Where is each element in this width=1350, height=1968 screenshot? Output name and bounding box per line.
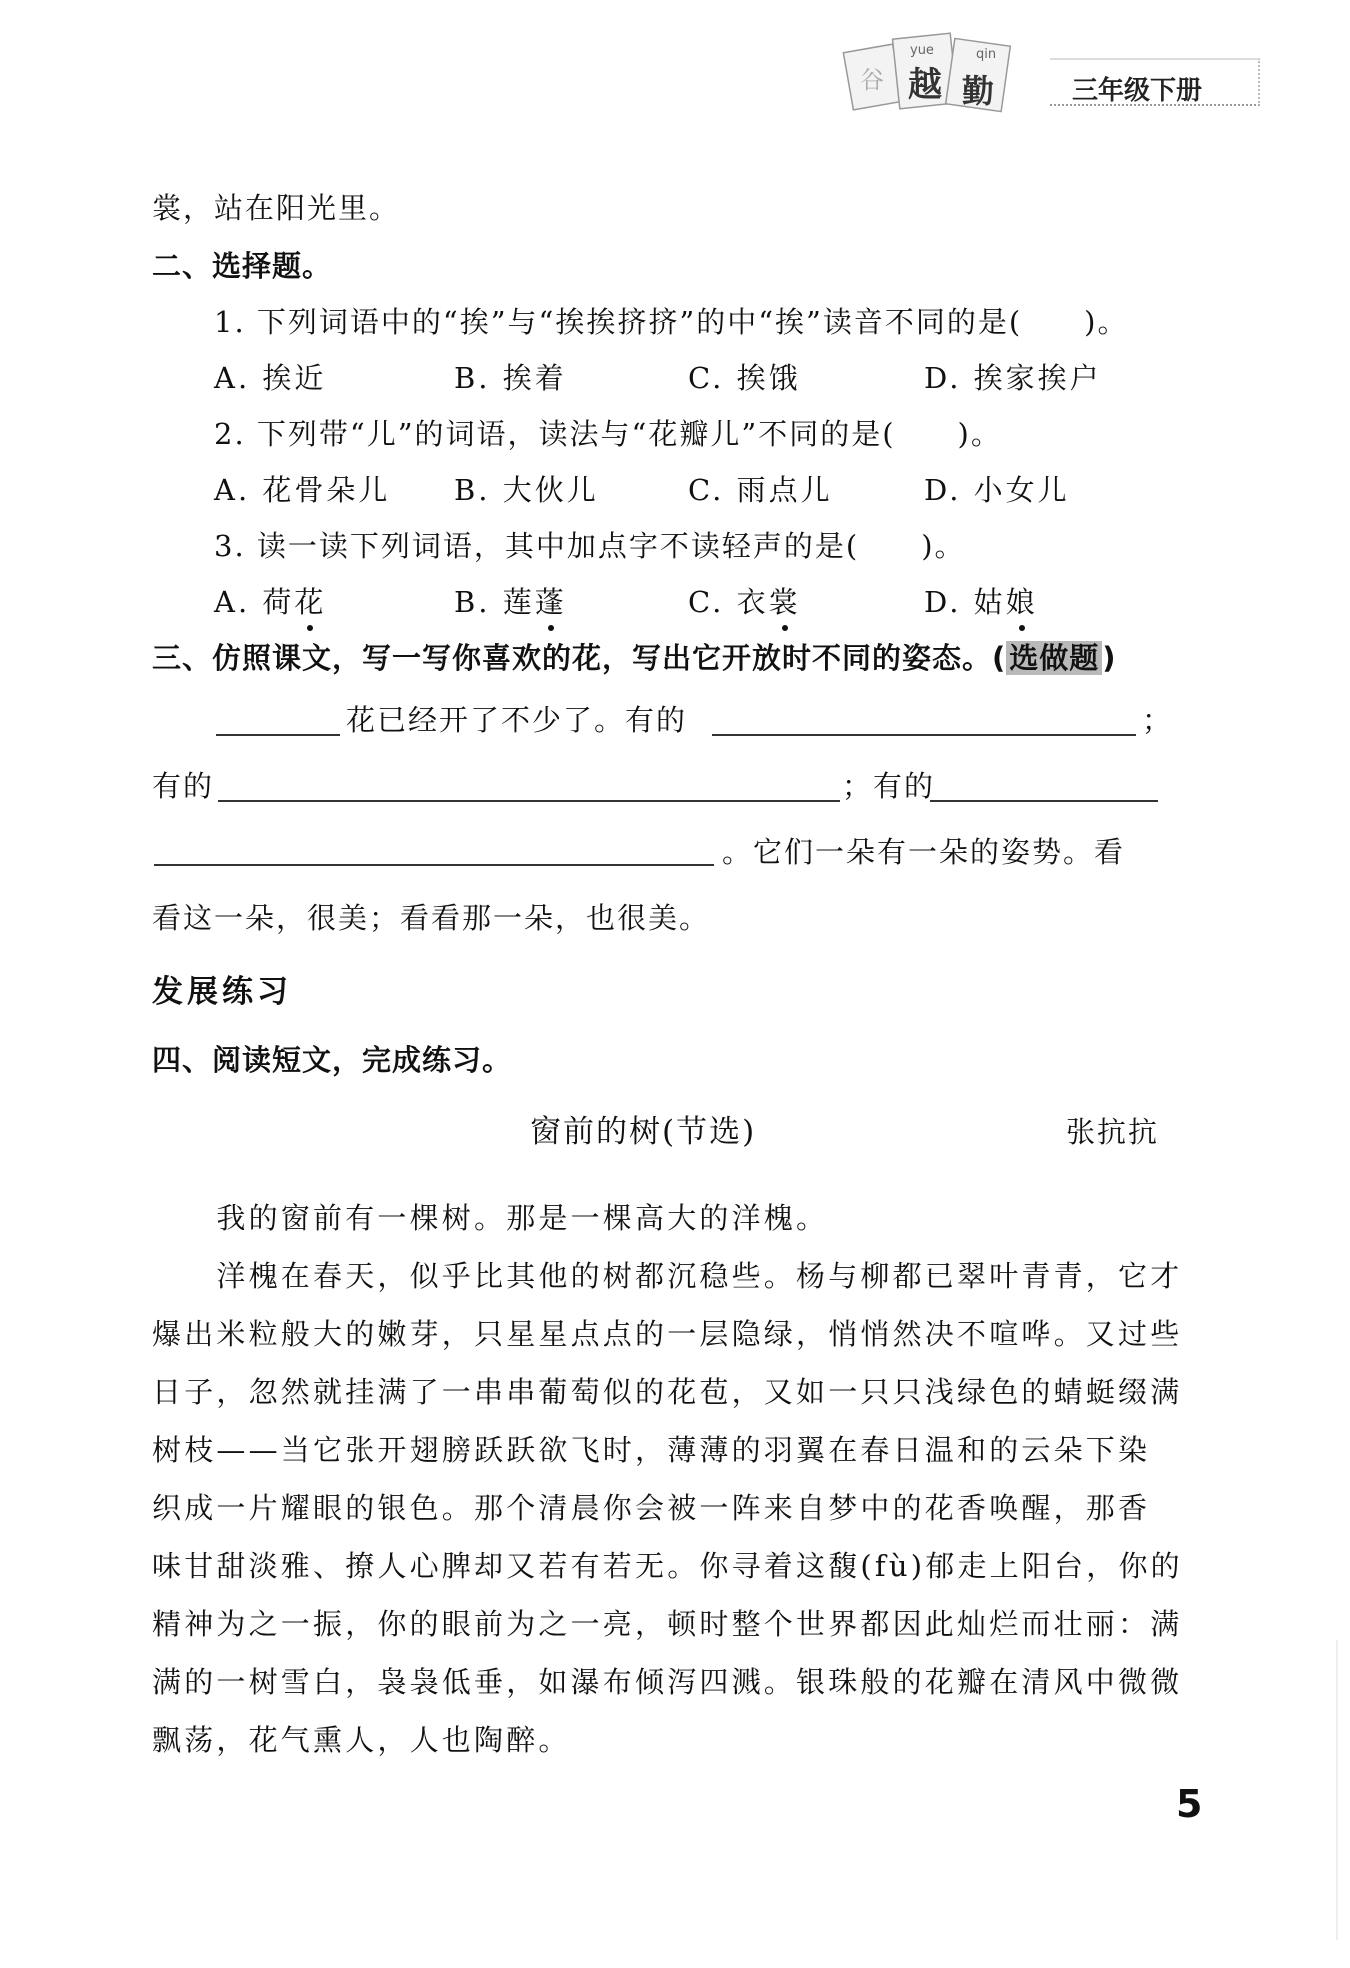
para-line-10: 飘荡，花气熏人，人也陶醉。 <box>152 1723 571 1757</box>
reading-author: 张抗抗 <box>1066 1115 1160 1149</box>
section3-heading-text: 三、仿照课文，写一写你喜欢的花，写出它开放时不同的姿态。( <box>152 641 1007 675</box>
brand-logo-icon <box>838 18 1048 138</box>
section2-heading: 二、选择题。 <box>152 249 333 283</box>
reading-title: 窗前的树(节选) <box>530 1114 757 1150</box>
q3-option-b <box>454 580 567 621</box>
para-line-1: 我的窗前有一棵树。那是一棵高大的洋槐。 <box>152 1201 829 1235</box>
q3-a-prefix: A. 荷 <box>214 585 295 619</box>
writing-line2-a: 有的 <box>152 769 215 803</box>
writing-blank-4[interactable] <box>154 864 714 866</box>
logo-char-3: 勤 <box>962 72 995 110</box>
grade-label: 三年级下册 <box>1072 76 1203 106</box>
q2-option-d: D. 小女儿 <box>924 473 1070 507</box>
q2-option-c: C. 雨点儿 <box>688 473 833 507</box>
question-3: 3. 读一读下列词语，其中加点字不读轻声的是( )。 <box>214 529 966 563</box>
q3-b-dotted-char: 蓬 <box>534 585 567 619</box>
writing-line3-text: 。它们一朵有一朵的姿势。看 <box>722 835 1126 869</box>
question-2: 2. 下列带“儿”的词语，读法与“花瓣儿”不同的是( )。 <box>214 417 1002 451</box>
q3-option-a <box>214 580 326 621</box>
para-line-7: 味甘甜淡雅、撩人心脾却又若有若无。你寻着这馥(fù)郁走上阳台，你的 <box>152 1549 1183 1583</box>
optional-tag: 选做题 <box>1006 641 1102 675</box>
page-edge-shadow <box>1336 1640 1338 1940</box>
writing-line1-end: ； <box>1142 703 1174 737</box>
q3-option-c <box>688 580 801 621</box>
writing-line2-b: ；有的 <box>842 769 936 803</box>
logo-pinyin-2: qin <box>976 47 997 62</box>
q3-d-dotted-char: 娘 <box>1005 585 1038 619</box>
section3-heading-close: ) <box>1102 641 1117 675</box>
q1-option-a: A. 挨近 <box>214 361 327 395</box>
para-line-2: 洋槐在春天，似乎比其他的树都沉稳些。杨与柳都已翠叶青青，它才 <box>152 1259 1183 1293</box>
logo-pinyin-1: yue <box>910 43 934 58</box>
q1-option-b: B. 挨着 <box>454 361 567 395</box>
q1-option-c: C. 挨饿 <box>688 361 801 395</box>
writing-blank-1[interactable] <box>712 734 1136 736</box>
q2-option-b: B. 大伙儿 <box>454 473 599 507</box>
writing-blank-3[interactable] <box>930 800 1158 802</box>
para-line-8: 精神为之一振，你的眼前为之一亮，顿时整个世界都因此灿烂而壮丽：满 <box>152 1607 1183 1641</box>
para-line-9: 满的一树雪白，袅袅低垂，如瀑布倾泻四溅。银珠般的花瓣在清风中微微 <box>152 1665 1183 1699</box>
page-number: 5 <box>1176 1782 1203 1826</box>
para-line-4: 日子，忽然就挂满了一串串葡萄似的花苞，又如一只只浅绿色的蜻蜓缀满 <box>152 1375 1183 1409</box>
continuation-line: 裳，站在阳光里。 <box>152 191 401 225</box>
logo-char-1: 谷 <box>860 66 884 94</box>
q3-b-prefix: B. 莲 <box>454 585 535 619</box>
q3-c-dotted-char: 裳 <box>768 585 801 619</box>
flower-name-blank[interactable] <box>216 734 340 736</box>
section-dev-title: 发展练习 <box>152 974 292 1010</box>
para-line-6: 织成一片耀眼的银色。那个清晨你会被一阵来自梦中的花香唤醒，那香 <box>152 1491 1151 1525</box>
writing-blank-2[interactable] <box>218 800 840 802</box>
section3-heading <box>152 636 1117 677</box>
q2-option-a: A. 花骨朵儿 <box>214 473 391 507</box>
q3-c-prefix: C. 衣 <box>688 585 769 619</box>
logo-char-2: 越 <box>908 65 942 105</box>
writing-line1-text: 花已经开了不少了。有的 <box>346 703 688 737</box>
section4-heading: 四、阅读短文，完成练习。 <box>152 1043 513 1077</box>
question-1: 1. 下列词语中的“挨”与“挨挨挤挤”的中“挨”读音不同的是( )。 <box>214 305 1129 339</box>
para-line-3: 爆出米粒般大的嫩芽，只星星点点的一层隐绿，悄悄然决不喧哗。又过些 <box>152 1317 1183 1351</box>
q3-d-prefix: D. 姑 <box>924 585 1006 619</box>
q3-a-dotted-char: 花 <box>294 585 327 619</box>
writing-line4-text: 看这一朵，很美；看看那一朵，也很美。 <box>152 901 711 935</box>
para-line-5: 树枝——当它张开翅膀跃跃欲飞时，薄薄的羽翼在春日温和的云朵下染 <box>152 1433 1151 1467</box>
q3-option-d <box>924 580 1038 621</box>
q1-option-d: D. 挨家挨户 <box>924 361 1102 395</box>
